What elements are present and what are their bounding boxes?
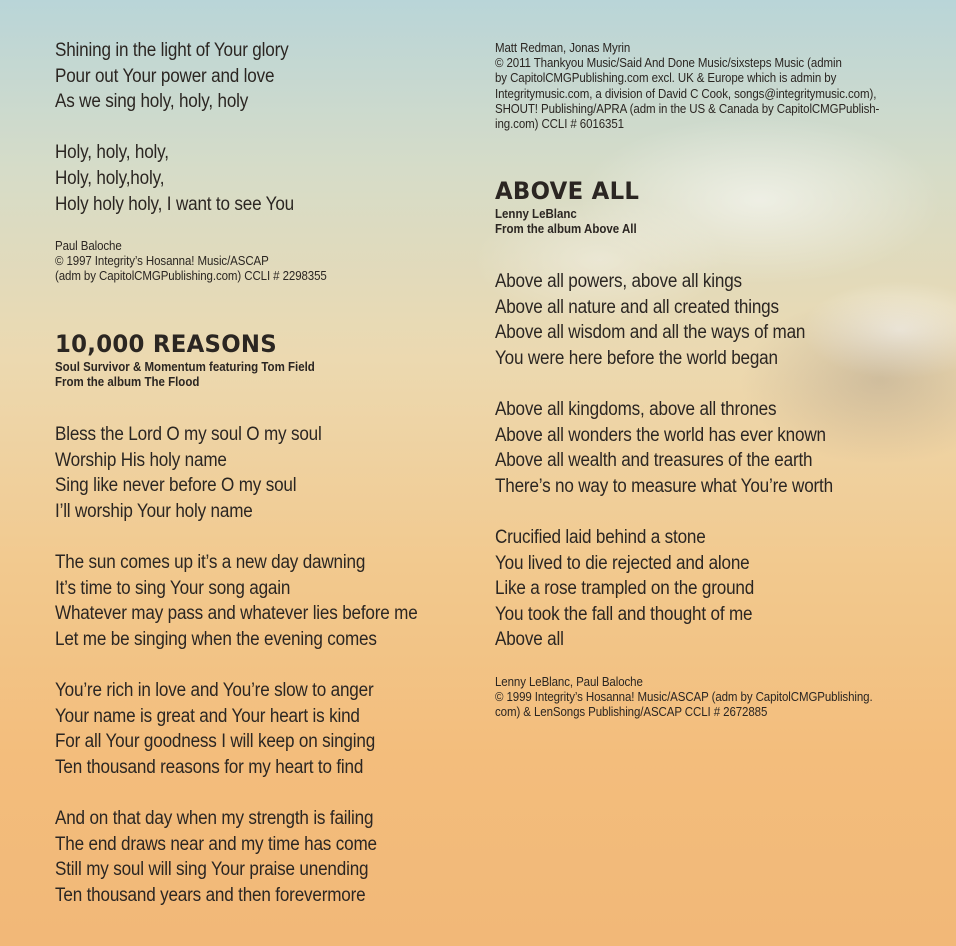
intro-lyrics: [55, 38, 321, 243]
lyric-line: Sing like never before O my soul: [55, 475, 297, 497]
song-artist: Soul Survivor & Momentum featuring Tom Field: [55, 360, 315, 374]
lyric-line: Crucified laid behind a stone: [495, 526, 706, 548]
lyric-line: Your name is great and Your heart is kind: [55, 705, 360, 727]
credit-line: © 2011 Thankyou Music/Said And Done Music/sixsteps Music (admin: [495, 56, 842, 71]
lyric-line: Still my soul will sing Your praise unending: [55, 859, 369, 881]
lyric-line: You were here before the world began: [495, 347, 778, 369]
lyric-line: There’s no way to measure what You’re worth: [495, 475, 833, 497]
lyric-line: Above all powers, above all kings: [495, 271, 742, 292]
lyric-line: Like a rose trampled on the ground: [495, 578, 755, 600]
lyric-line: Holy, holy, holy,: [55, 142, 169, 164]
song-lyrics: [495, 269, 870, 679]
lyric-line: Pour out Your power and love: [55, 65, 275, 87]
lyric-line: It’s time to sing Your song again: [55, 577, 291, 599]
lyric-line: Shining in the light of Your glory: [55, 40, 289, 61]
lyric-line: And on that day when my strength is failing: [55, 807, 374, 829]
song-title: 10,000 REASONS: [55, 330, 278, 358]
credit-line: ing.com) CCLI # 6016351: [495, 117, 624, 132]
lyric-stanza: [55, 38, 321, 115]
lyric-line: Above all wonders the world has ever known: [495, 424, 826, 446]
lyric-stanza: [55, 140, 321, 217]
lyric-stanza: [55, 550, 458, 652]
lyric-line: You lived to die rejected and alone: [495, 552, 750, 574]
lyric-stanza: [55, 806, 458, 908]
top-credit: [495, 41, 913, 132]
song-lyrics: [55, 422, 458, 934]
lyric-line: Above all nature and all created things: [495, 296, 779, 318]
lyric-stanza: [55, 422, 458, 524]
credit-line: Integritymusic.com, a division of David C Cook, songs@integritymusic.com),: [495, 86, 877, 101]
lyric-line: The end draws near and my time has come: [55, 833, 377, 855]
lyric-line: Ten thousand reasons for my heart to find: [55, 756, 364, 778]
lyric-line: Whatever may pass and whatever lies before me: [55, 603, 418, 625]
song-header: [55, 330, 337, 390]
lyric-line: Holy, holy,holy,: [55, 167, 165, 189]
lyric-line: Bless the Lord O my soul O my soul: [55, 424, 322, 445]
lyric-line: Let me be singing when the evening comes: [55, 628, 377, 650]
lyric-line: I’ll worship Your holy name: [55, 500, 253, 522]
lyric-line: Above all: [495, 629, 564, 651]
song-album: From the album Above All: [495, 222, 637, 237]
credit-line: com) & LenSongs Publishing/ASCAP CCLI # 2672885: [495, 705, 768, 720]
lyric-line: Holy holy holy, I want to see You: [55, 193, 295, 215]
lyric-line: The sun comes up it’s a new day dawning: [55, 551, 366, 573]
lyric-line: Above all wealth and treasures of the earth: [495, 450, 813, 472]
song-credit: [495, 675, 905, 721]
lyric-line: Above all kingdoms, above all thrones: [495, 398, 777, 420]
credit-line: Lenny LeBlanc, Paul Baloche: [495, 675, 643, 689]
lyric-stanza: [495, 525, 870, 653]
song-album: From the album The Flood: [55, 375, 200, 390]
lyric-line: You’re rich in love and You’re slow to anger: [55, 679, 374, 701]
lyric-line: You took the fall and thought of me: [495, 603, 753, 625]
lyric-line: Ten thousand years and then forevermore: [55, 884, 366, 906]
lyric-stanza: [495, 269, 870, 371]
credit-line: by CapitolCMGPublishing.com excl. UK & Europe which is admin by: [495, 71, 837, 86]
song-header: [495, 177, 649, 237]
credit-line: © 1999 Integrity’s Hosanna! Music/ASCAP (adm by CapitolCMGPublishing.: [495, 690, 873, 705]
credit-line: Paul Baloche: [55, 239, 122, 253]
song-title: ABOVE ALL: [495, 177, 640, 205]
lyric-line: Worship His holy name: [55, 449, 227, 471]
credit-line: © 1997 Integrity’s Hosanna! Music/ASCAP: [55, 254, 269, 269]
credit-line: SHOUT! Publishing/APRA (adm in the US & Canada by CapitolCMGPublish-: [495, 101, 880, 116]
credit-line: Matt Redman, Jonas Myrin: [495, 41, 631, 55]
intro-credit: [55, 239, 350, 285]
lyric-stanza: [495, 397, 870, 499]
lyric-line: As we sing holy, holy, holy: [55, 91, 249, 113]
credit-line: (adm by CapitolCMGPublishing.com) CCLI # 2298355: [55, 269, 327, 284]
lyric-stanza: [55, 678, 458, 780]
song-artist: Lenny LeBlanc: [495, 207, 577, 221]
lyric-line: For all Your goodness I will keep on singing: [55, 731, 376, 753]
lyric-line: Above all wisdom and all the ways of man: [495, 322, 806, 344]
